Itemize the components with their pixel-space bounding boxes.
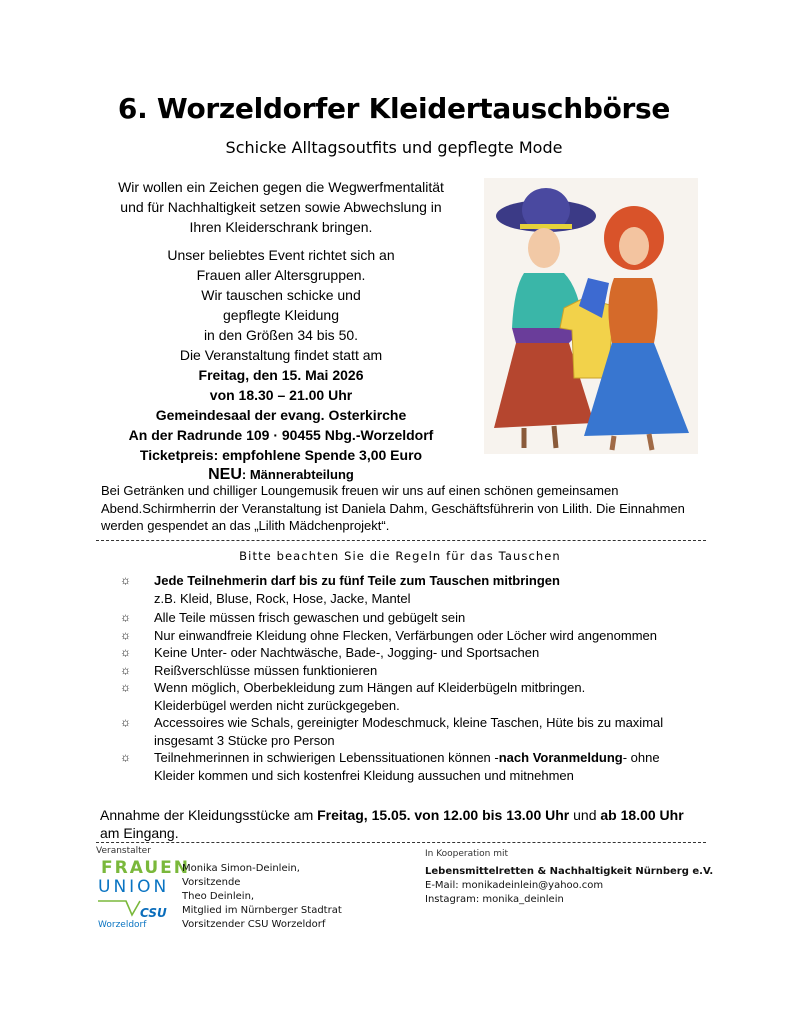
rule-item — [120, 627, 720, 645]
sun-bullet-icon: ☼ — [120, 680, 131, 694]
sun-bullet-icon: ☼ — [120, 627, 131, 642]
organizer-line: Mitglied im Nürnberger Stadtrat — [182, 905, 342, 916]
neu-label: NEU — [208, 466, 242, 483]
drop-off-notice — [100, 806, 700, 842]
rules-list — [120, 572, 720, 784]
notice-text: und — [569, 807, 601, 823]
organizer-line: Monika Simon-Deinlein, — [182, 863, 300, 874]
intro-line: Ihren Kleiderschrank bringen. — [189, 219, 373, 235]
rule-text: Reißverschlüsse müssen funktionieren — [154, 662, 378, 678]
organizer-line: Theo Deinlein, — [182, 891, 255, 902]
organizer-block — [182, 862, 342, 932]
notice-time: ab 18.00 Uhr — [600, 807, 684, 823]
organizer-line: Vorsitzende — [182, 877, 241, 888]
rule-item — [120, 644, 720, 662]
rule-text-part: Teilnehmerinnen in schwierigen Lebenssituationen können - — [154, 750, 499, 765]
page-title: 6. Worzeldorfer Kleidertauschbörse — [117, 92, 671, 125]
rules-title: Bitte beachten Sie die Regeln für das Tauschen — [239, 549, 561, 563]
intro-line: Unser beliebtes Event richtet sich an — [167, 247, 395, 263]
csu-logo-text: CSU — [140, 906, 167, 920]
notice-text: am Eingang. — [100, 825, 179, 841]
intro-line: Wir wollen ein Zeichen gegen die Wegwerfmentalität — [118, 179, 444, 195]
neu-text: : Männerabteilung — [241, 467, 354, 482]
notice-text: Annahme der Kleidungsstücke am — [100, 807, 318, 823]
rule-item — [120, 679, 720, 714]
rule-text: Alle Teile müssen frisch gewaschen und gebügelt sein — [154, 610, 466, 625]
coop-instagram: Instagram: monika_deinlein — [425, 894, 564, 905]
coop-label: In Kooperation mit — [425, 849, 509, 859]
coop-block — [425, 865, 713, 907]
notice-time: Freitag, 15.05. von 12.00 bis 13.00 Uhr — [317, 807, 570, 823]
women-clothing-illustration — [484, 178, 698, 454]
intro-block — [96, 177, 466, 485]
intro-line: gepflegte Kleidung — [223, 307, 339, 323]
rule-text-part: - ohne Kleider kommen und sich kostenfrei Kleidung aussuchen und mitnehmen — [154, 750, 660, 783]
dashed-divider — [96, 842, 706, 843]
intro-line: Frauen aller Altersgruppen. — [196, 267, 366, 283]
sun-bullet-icon: ☼ — [120, 715, 131, 729]
sun-bullet-icon: ☼ — [120, 610, 131, 624]
rule-item — [120, 572, 720, 607]
rule-item — [120, 714, 720, 749]
event-date: Freitag, den 15. Mai 2026 — [198, 367, 364, 383]
sun-bullet-icon: ☼ — [120, 662, 131, 677]
rule-text: Accessoires wie Schals, gereinigter Modeschmuck, kleine Taschen, Hüte bis zu maximal insgesamt 3 Stücke pro Person — [154, 715, 664, 748]
organizer-label: Veranstalter — [96, 846, 151, 856]
rule-item — [120, 609, 720, 627]
page-subtitle: Schicke Alltagsoutfits und gepflegte Mode — [225, 138, 563, 157]
coop-name: Lebensmittelretten & Nachhaltigkeit Nürnberg e.V. — [425, 866, 714, 877]
ticket-price: Ticketpreis: empfohlene Spende 3,00 Euro — [139, 447, 423, 463]
rule-text: Keine Unter- oder Nachtwäsche, Bade-, Jogging- und Sportsachen — [154, 645, 540, 660]
rule-item — [120, 749, 720, 784]
rule-subtext: z.B. Kleid, Bluse, Rock, Hose, Jacke, Mantel — [154, 590, 411, 606]
event-venue: Gemeindesaal der evang. Osterkirche — [155, 407, 407, 423]
rule-text: Wenn möglich, Oberbekleidung zum Hängen auf Kleiderbügeln mitbringen. Kleiderbügel werden nicht zurückgegeben. — [154, 680, 586, 713]
info-paragraph: Bei Getränken und chilliger Loungemusik freuen wir uns auf einen schönen gemeinsamen Abend.Schirmherrin der Veranstaltung ist Daniela Dahm, Geschäftsführerin von Lilith. Die Einnahmen werden gespendet an das „Lilith Mädchenprojekt“. — [101, 483, 685, 533]
frauen-union-logo-text: FRAUEN — [101, 858, 190, 878]
organizer-line: Vorsitzender CSU Worzeldorf — [182, 919, 326, 930]
intro-line: in den Größen 34 bis 50. — [203, 327, 359, 343]
intro-line: Wir tauschen schicke und — [201, 287, 361, 303]
sun-bullet-icon: ☼ — [120, 750, 131, 764]
event-time: von 18.30 – 21.00 Uhr — [209, 387, 353, 403]
intro-line: Die Veranstaltung findet statt am — [179, 347, 383, 363]
coop-email: E-Mail: monikadeinlein@yahoo.com — [425, 880, 604, 891]
frauen-union-logo-text: UNION — [98, 877, 170, 897]
dashed-divider — [96, 540, 706, 541]
rule-text: Nur einwandfreie Kleidung ohne Flecken, Verfärbungen oder Löcher wird angenommen — [154, 627, 657, 643]
intro-line: und für Nachhaltigkeit setzen sowie Abwechslung in — [120, 199, 442, 215]
sun-bullet-icon: ☼ — [120, 573, 131, 587]
rule-item — [120, 662, 720, 680]
rule-text — [154, 749, 694, 784]
logo-place: Worzeldorf — [98, 920, 147, 930]
rule-text: Jede Teilnehmerin darf bis zu fünf Teile zum Tauschen mitbringen — [154, 573, 560, 588]
sun-bullet-icon: ☼ — [120, 645, 131, 659]
rule-text-bold: nach Voranmeldung — [498, 750, 623, 765]
event-address: An der Radrunde 109 · 90455 Nbg.-Worzeldorf — [128, 427, 434, 443]
